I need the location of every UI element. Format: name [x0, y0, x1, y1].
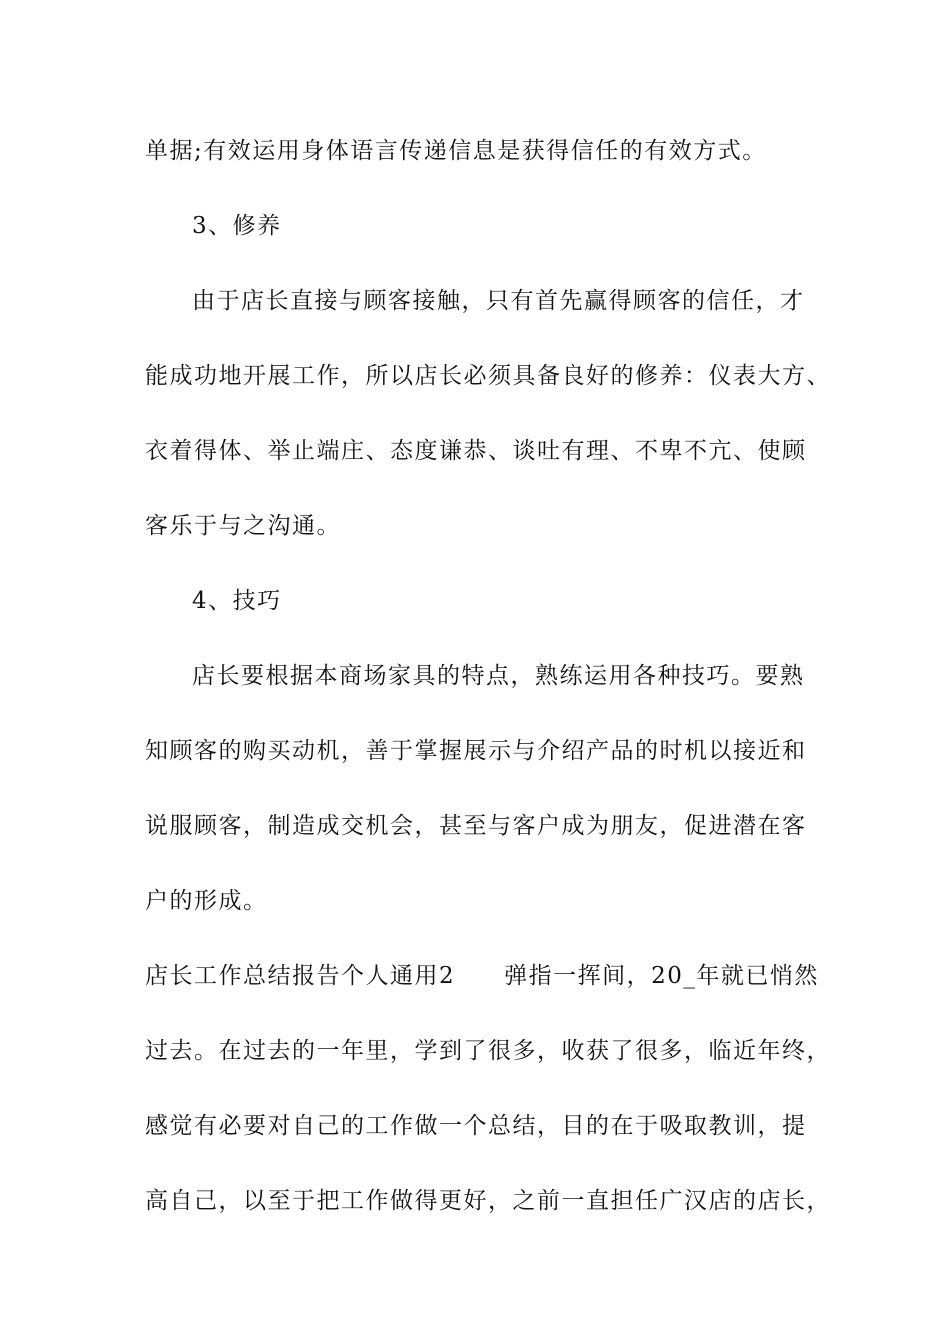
paragraph-line: 说服顾客，制造成交机会，甚至与客户成为朋友，促进潜在客: [145, 813, 807, 839]
paragraph-line: 衣着得体、举止端庄、态度谦恭、谈吐有理、不卑不亢、使顾: [145, 438, 807, 464]
paragraph-line: 户的形成。: [145, 888, 268, 914]
paragraph-line: 感觉有必要对自己的工作做一个总结，目的在于吸取教训，提: [145, 1113, 807, 1139]
paragraph-line: 过去。在过去的一年里，学到了很多，收获了很多，临近年终，: [145, 1038, 831, 1064]
paragraph-line: 客乐于与之沟通。: [145, 513, 341, 539]
paragraph-line: 知顾客的购买动机，善于掌握展示与介绍产品的时机以接近和: [145, 738, 807, 764]
paragraph-line: 高自己，以至于把工作做得更好，之前一直担任广汉店的店长，: [145, 1188, 831, 1214]
paragraph-line: 由于店长直接与顾客接触，只有首先赢得顾客的信任，才: [192, 288, 805, 314]
paragraph-line: 店长要根据本商场家具的特点，熟练运用各种技巧。要熟: [192, 663, 805, 689]
paragraph-line: 能成功地开展工作，所以店长必须具备良好的修养：仪表大方、: [145, 363, 831, 389]
section-heading-cultivation: 3、修养: [192, 213, 282, 239]
paragraph-line: 单据;有效运用身体语言传递信息是获得信任的有效方式。: [145, 138, 767, 164]
section-title-line: 店长工作总结报告个人通用2 弹指一挥间，20_年就已悄然: [145, 963, 819, 989]
section-heading-skills: 4、技巧: [192, 588, 282, 614]
